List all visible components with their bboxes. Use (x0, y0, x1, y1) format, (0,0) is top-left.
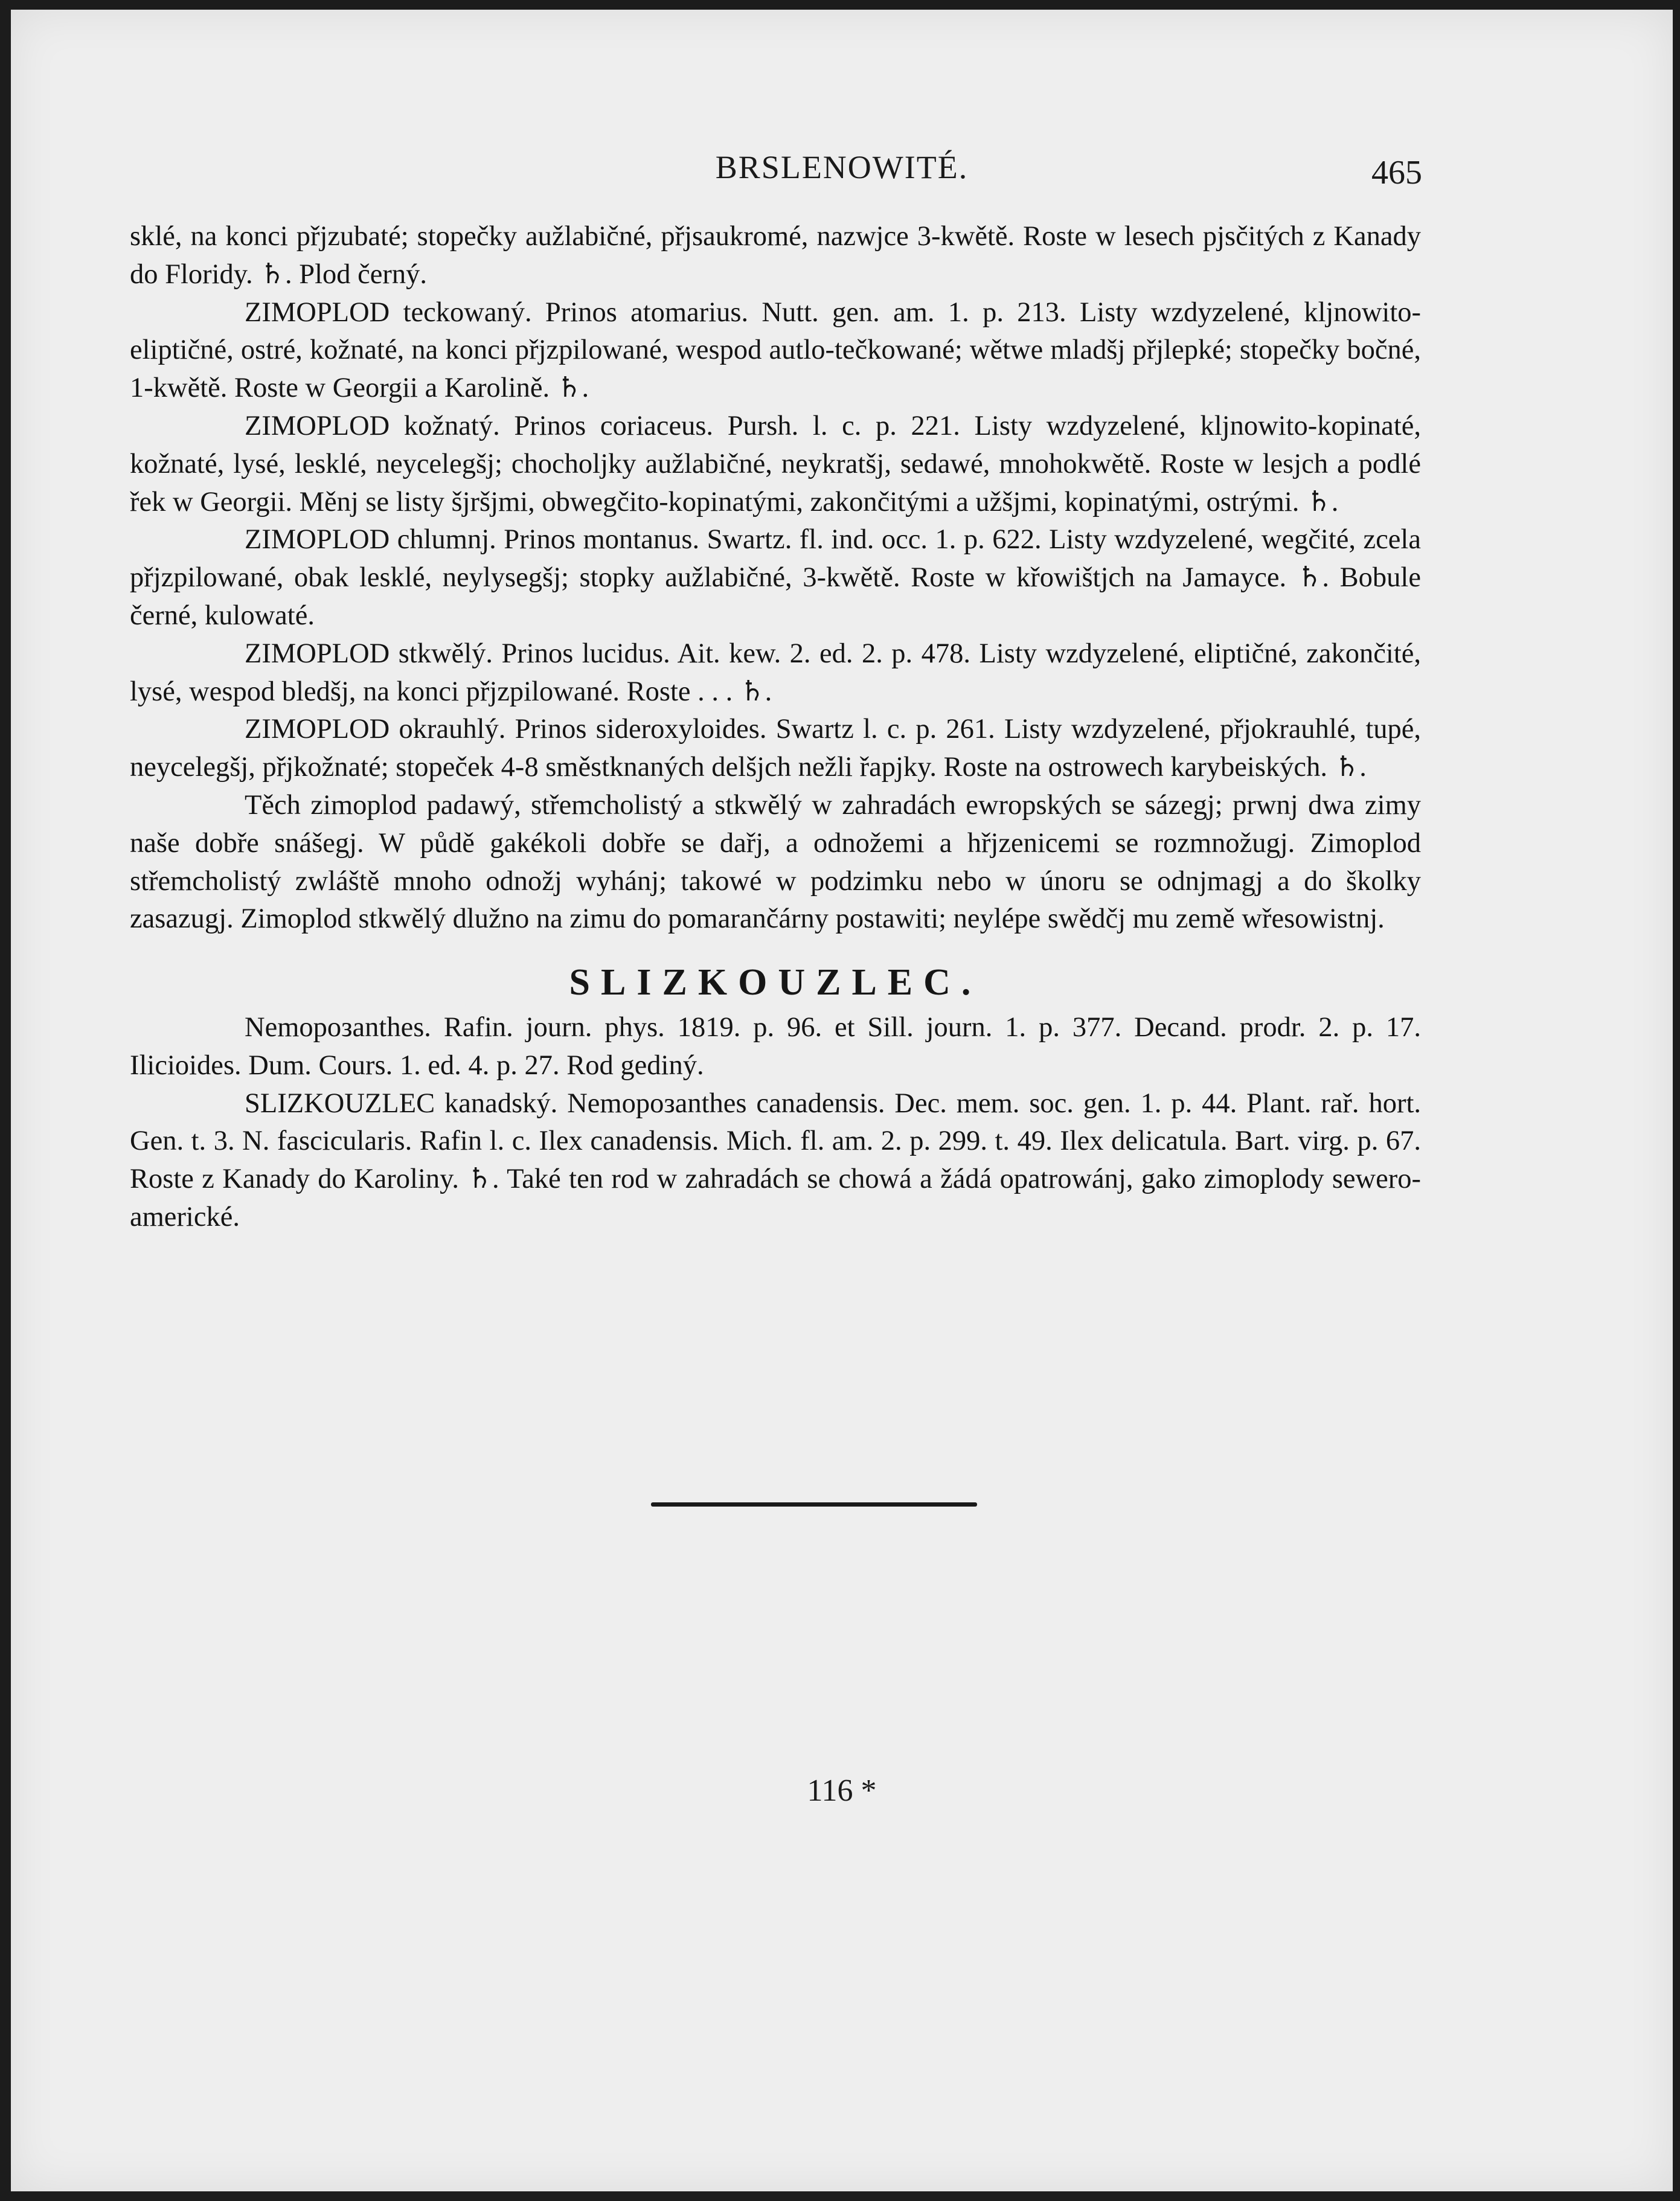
paragraph-genus-description: Nemopoзanthes. Rafin. journ. phys. 1819. p. 96. et Sill. journ. 1. p. 377. Decand. prodr. 2. p. 17. Ilicioides. Dum. Cours. 1. ed. 4. p. 27. Rod gediný. (130, 1011, 1421, 1081)
paragraph-zimoplod-okrauhly: ZIMOPLOD okrauhlý. Prinos sideroxyloides. Swartz l. c. p. 261. Listy wzdyzelené, přjokrauhlé, tupé, neycelegšj, přjkožnaté; stopeček 4-8 směstknaných delšjch nežli řapjky. Roste na ostrowech karybeiských. ♄. (130, 714, 1421, 783)
end-rule (651, 1502, 977, 1507)
paragraph-zimoplod-teckovany: ZIMOPLOD teckowaný. Prinos atomarius. Nutt. gen. am. 1. p. 213. Listy wzdyzelené, kljnowito-eliptičné, ostré, kožnaté, na konci přjzpilowané, wespod autlo-tečkowané; wětwe mladšj přjlepké; stopečky bočné, 1-kwětě. Roste w Georgii a Karolině. ♄. (130, 296, 1421, 404)
page-header (11, 149, 1673, 197)
body-text (130, 218, 1421, 1237)
paragraph-cultivation-note: Těch zimoplod padawý, střemcholistý a stkwělý w zahradách ewropských se sázegj; prwnj dwa zimy naše dobře snášegj. W půdě gakékoli dobře se dařj, a odnožemi a hřjzenicemi se rozmnožugj. Zimoplod střemcholistý zwláště mnoho odnožj wyhánj; takowé w podzimku nebo w únoru se odnjmagj a do školky zasazugj. Zimoplod stkwělý dlužno na zimu do pomarančárny postawiti; neylépe swědčj mu země wřesowistnj. (130, 789, 1421, 935)
printer-signature: 116 * (807, 1773, 877, 1808)
section-title: SLIZKOUZLEC. (569, 962, 982, 1004)
paragraph-zimoplod-stkvely: ZIMOPLOD stkwělý. Prinos lucidus. Ait. kew. 2. ed. 2. p. 478. Listy wzdyzelené, eliptičné, zakončité, lysé, wespod bledšj, na konci přjzpilowané. Roste . . . ♄. (130, 638, 1421, 707)
book-page (11, 10, 1673, 2191)
paragraph-slizkouzlec-kanadsky: SLIZKOUZLEC kanadský. Nemopoзanthes canadensis. Dec. mem. soc. gen. 1. p. 44. Plant. rař. hort. Gen. t. 3. N. fascicularis. Rafin l. c. Ilex canadensis. Mich. fl. am. 2. p. 299. t. 49. Ilex delicatula. Bart. virg. p. 67. Roste z Kanady do Karoliny. ♄. Také ten rod w zahradách se chowá a žádá opatrowánj, gako zimoplody sewero-americké. (130, 1088, 1421, 1232)
paragraph-0: sklé, na konci přjzubaté; stopečky aužlabičné, přjsaukromé, nazwjce 3-kwětě. Roste w lesech pjsčitých z Kanady do Floridy. ♄. Plod černý. (130, 221, 1421, 290)
page-number: 465 (1371, 154, 1422, 191)
running-head: BRSLENOWITÉ. (715, 149, 969, 185)
paragraph-zimoplod-chlumni: ZIMOPLOD chlumnj. Prinos montanus. Swartz. fl. ind. occ. 1. p. 622. Listy wzdyzelené, wegčité, zcela přjzpilowané, obak lesklé, neylysegšj; stopky aužlabičné, 3-kwětě. Roste w křowištjch na Jamayce. ♄. Bobule černé, kulowaté. (130, 524, 1421, 631)
paragraph-zimoplod-kozaty: ZIMOPLOD kožnatý. Prinos coriaceus. Pursh. l. c. p. 221. Listy wzdyzelené, kljnowito-kopinaté, kožnaté, lysé, lesklé, neycelegšj; chocholjky aužlabičné, neykratšj, sedawé, mnohokwětě. Roste w lesjch a podlé řek w Georgii. Měnj se listy šjršjmi, obwegčito-kopinatými, zakončitými a užšjmi, kopinatými, ostrými. ♄. (130, 410, 1421, 517)
